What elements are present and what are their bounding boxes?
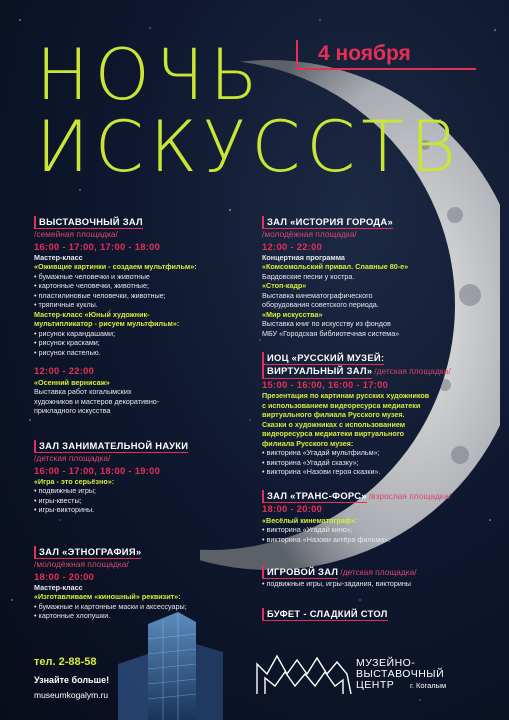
line: • викторина «Угадай мультфильм»; — [262, 448, 380, 458]
title-line1: НОЧЬ — [36, 34, 264, 116]
line: «Изготавливаем «киношный» реквизит»: — [34, 592, 181, 602]
section-subtitle: /детская площадка/ — [374, 366, 451, 377]
event-date: 4 ноября — [318, 42, 411, 65]
line: видеоресурса медиатеки виртуального — [262, 429, 405, 439]
title-line2: ИСКУССТВ — [36, 106, 462, 188]
section-trans-fors-hall — [262, 490, 487, 544]
section-subtitle: /молодёжная площадка/ — [262, 229, 357, 240]
line: «Игра - это серьёзно»: — [34, 476, 115, 486]
line: Бардовские песни у костра. — [262, 271, 355, 281]
section-subtitle: /семейная площадка/ — [34, 229, 118, 240]
section-game-hall — [262, 566, 487, 589]
line: оборудования советского периода. — [262, 300, 379, 310]
line: • викторина «Назови героя сказки». — [262, 467, 381, 477]
section-time: 16:00 - 17:00, 17:00 - 18:00 — [34, 240, 161, 252]
museum-building-image — [118, 604, 223, 720]
line: • викторина «Угадай сказку»; — [262, 457, 359, 467]
line: Концертная программа — [262, 252, 345, 262]
line: Мастер-класс «Юный художник- — [34, 309, 150, 319]
logo-line2: ВЫСТАВОЧНЫЙ — [356, 668, 445, 681]
line: Выставка книг по искусству из фондов — [262, 319, 391, 329]
line: Презентация по картинам русских художников — [262, 391, 430, 401]
line: • рисунок красками; — [34, 338, 100, 348]
section-time: 18:00 - 20:00 — [34, 570, 95, 582]
museum-logo-icon — [255, 650, 353, 696]
section-heading: БУФЕТ - СЛАДКИЙ СТОЛ — [262, 608, 388, 621]
line: «Осенний вернисаж» — [34, 377, 110, 387]
logo-line3: ЦЕНТР — [356, 679, 395, 692]
line: Мастер-класс — [34, 582, 83, 592]
line: мультипликатор - рисуем мультфильм»: — [34, 319, 180, 329]
section-heading: ИГРОВОЙ ЗАЛ — [262, 566, 338, 579]
line: • бумажные и картонные маски и аксессуары; — [34, 601, 187, 611]
line: • бумажные человечки и животные — [34, 271, 150, 281]
line: с использованием видеоресурса медиатеки — [262, 400, 421, 410]
learn-more-text: Узнайте больше! — [34, 675, 110, 685]
line: прикладного искусства — [34, 406, 111, 416]
line: • картонные хлопушки. — [34, 611, 111, 621]
logo-line1: МУЗЕЙНО- — [356, 657, 416, 669]
line: • рисунок пастелью. — [34, 347, 101, 357]
section-heading: ИОЦ «РУССКИЙ МУЗЕЙ: — [262, 352, 384, 365]
line: Сказки о художниках с использованием — [262, 419, 406, 429]
section-subtitle: /молодёжная площадка/ — [34, 559, 129, 570]
line: Выставка работ когалымских — [34, 387, 132, 397]
line: «Стоп-кадр» — [262, 281, 307, 291]
section-heading: ЗАЛ «ТРАНС-ФОРС» — [262, 490, 367, 503]
line: • игры-викторины. — [34, 505, 95, 515]
line: «Оживщие картинки - создаем мультфильм»: — [34, 262, 197, 272]
line: филиала Русского музея: — [262, 438, 354, 448]
line: • пластилиновые человечки, животные; — [34, 290, 166, 300]
section-heading: ЗАЛ «ЭТНОГРАФИЯ» — [34, 546, 141, 559]
section-time: 18:00 - 20:00 — [262, 503, 323, 515]
logo-city: г. Когалым — [410, 681, 447, 690]
line: художников и мастеров декоративно- — [34, 396, 160, 406]
section-heading: ЗАЛ «ИСТОРИЯ ГОРОДА» — [262, 216, 393, 229]
section-russian-museum-hall — [262, 352, 487, 477]
line: Выставка кинематографического — [262, 290, 373, 300]
section-heading: ВЫСТАВОЧНЫЙ ЗАЛ — [34, 216, 143, 229]
website-link[interactable]: museumkogalym.ru — [34, 690, 109, 700]
line: • тряпичные куклы. — [34, 300, 98, 310]
line: • игры-квесты; — [34, 495, 82, 505]
section-heading: ЗАЛ ЗАНИМАТЕЛЬНОЙ НАУКИ — [34, 440, 188, 453]
line: • картонные человечки, животные; — [34, 281, 149, 291]
section-time: 16:00 - 17:00, 18:00 - 19:00 — [34, 464, 161, 476]
section-time-2: 12:00 - 22:00 — [34, 365, 95, 377]
line: • рисунок карандашами; — [34, 328, 115, 338]
line: «Мир искусства» — [262, 309, 323, 319]
line: • подвижные игры, игры-задания, викторины — [262, 579, 411, 589]
section-heading-2: ВИРТУАЛЬНЫЙ ЗАЛ» — [262, 365, 372, 378]
line: • викторина «Назови актёра фильма». — [262, 534, 391, 544]
section-city-history-hall — [262, 216, 482, 338]
section-subtitle: /взрослая площадка/ — [368, 491, 451, 501]
line: «Комсомольский привал. Славные 80-е» — [262, 262, 409, 272]
section-exhibition-hall — [34, 216, 244, 416]
line: • викторина «Угадай кино»; — [262, 525, 353, 535]
line: Мастер-класс — [34, 252, 83, 262]
line: • подвижные игры; — [34, 486, 97, 496]
line: виртуального филиала Русского музея. — [262, 410, 405, 420]
line: «Весёлый кинематограф»: — [262, 515, 358, 525]
section-subtitle: /детская площадка/ — [340, 567, 417, 577]
section-subtitle: /детская площадка/ — [34, 453, 111, 464]
section-time: 15:00 - 16:00, 16:00 - 17:00 — [262, 378, 389, 390]
section-buffet — [262, 608, 487, 621]
section-science-hall — [34, 440, 244, 515]
line: МБУ «Городская библиотечная система» — [262, 328, 400, 338]
section-time: 12:00 - 22:00 — [262, 240, 323, 252]
phone-number: тел. 2-88-58 — [34, 656, 97, 668]
